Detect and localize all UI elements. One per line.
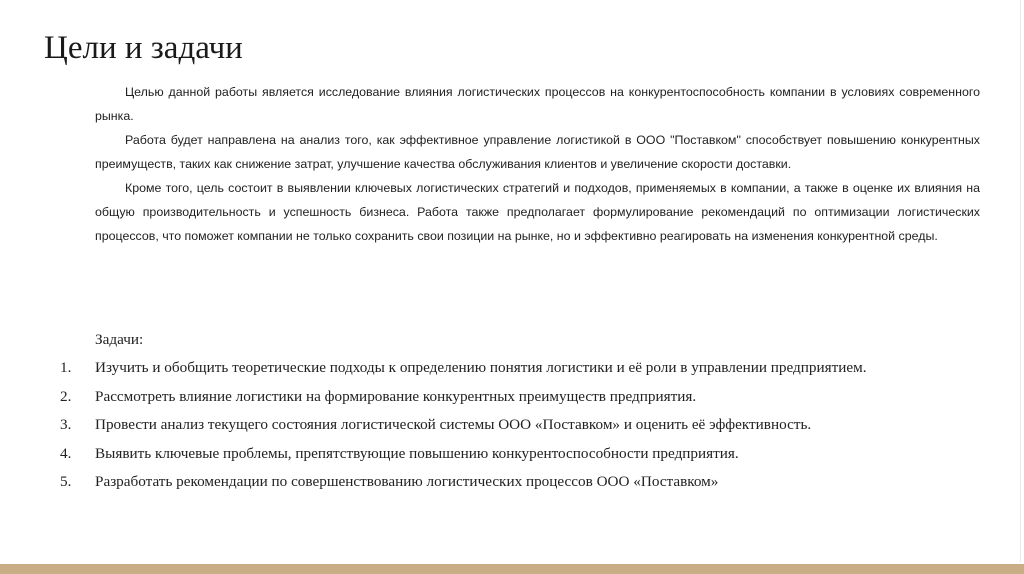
task-item — [60, 383, 990, 412]
task-text: Выявить ключевые проблемы, препятствующие повышению конкурентоспособности предприятия. — [95, 444, 739, 462]
tasks-list — [60, 354, 990, 497]
task-text: Рассмотреть влияние логистики на формирование конкурентных преимуществ предприятия. — [95, 387, 697, 405]
goal-paragraph: Целью данной работы является исследование влияния логистических процессов на конкурентоспособность компании в условиях современного рынка. — [95, 85, 980, 123]
task-number: 4. — [60, 444, 72, 462]
task-text: Разработать рекомендации по совершенствованию логистических процессов ООО «Поставком» — [95, 473, 719, 490]
task-number: 3. — [60, 416, 72, 433]
accent-bar — [0, 564, 1024, 574]
right-divider — [1020, 0, 1021, 562]
goal-paragraph: Кроме того, цель состоит в выявлении ключевых логистических стратегий и подходов, применяемых в компании, а также в оценке их влияния на общую производительность и успешность бизнеса. Работа также предполагает формулирование рекомендаций по оптимизации логистических процессов, что поможет компании не только сохранить свои позиции на рынке, но и эффективно реагировать на изменения конкурентной среды. — [95, 181, 980, 243]
task-text: Провести анализ текущего состояния логистической системы ООО «Поставком» и оценить её эффективность. — [95, 416, 812, 433]
task-item — [60, 354, 990, 383]
task-item — [60, 440, 990, 469]
task-item — [60, 411, 990, 440]
goal-paragraph: Работа будет направлена на анализ того, как эффективное управление логистикой в ООО "Поставком" способствует повышению конкурентных преимуществ, таких как снижение затрат, улучшение качества обслуживания клиентов и увеличение скорости доставки. — [95, 133, 980, 171]
task-number: 5. — [60, 473, 72, 490]
task-number: 2. — [60, 387, 72, 405]
tasks-heading: Задачи: — [95, 331, 144, 348]
task-text: Изучить и обобщить теоретические подходы к определению понятия логистики и её роли в управлении предприятием. — [95, 359, 867, 376]
goals-section — [95, 80, 980, 248]
task-item — [60, 468, 990, 497]
slide-title: Цели и задачи — [44, 30, 243, 66]
task-number: 1. — [60, 359, 72, 376]
